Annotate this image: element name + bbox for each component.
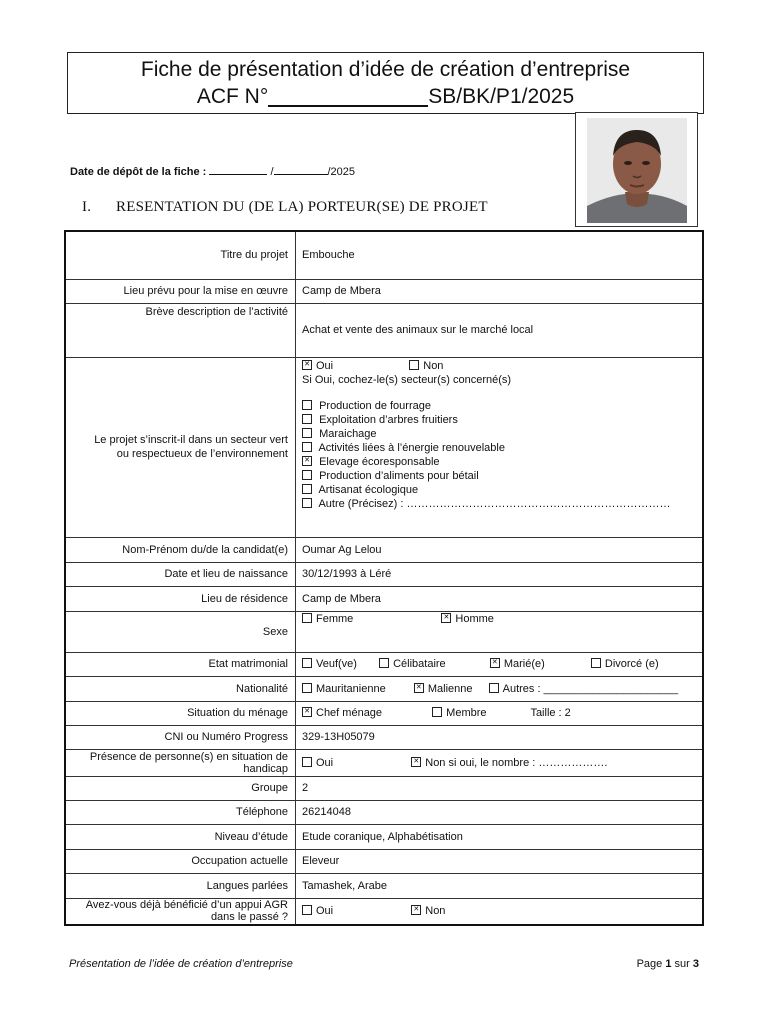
disability-yes-checkbox[interactable]	[302, 757, 312, 767]
sector-checkbox[interactable]	[302, 400, 312, 410]
total-pages: 3	[692, 958, 699, 970]
marital-label: Etat matrimonial	[65, 652, 296, 676]
section-number: I.	[82, 199, 92, 215]
name-value[interactable]: Oumar Ag Lelou	[296, 537, 704, 562]
table-row	[65, 776, 703, 800]
section-heading	[82, 199, 488, 216]
occupation-value[interactable]: Eleveur	[296, 849, 704, 873]
agr-yes-checkbox[interactable]	[302, 905, 312, 915]
sector-label: Exploitation d’arbres fruitiers	[319, 413, 458, 426]
green-sector-label: Le projet s’inscrit-il dans un secteur vert ou respectueux de l’environnement	[65, 357, 296, 537]
document-title: Fiche de présentation d’idée de création d’entreprise	[140, 58, 631, 81]
section-title: RESENTATION DU (DE LA) PORTEUR(SE) DE PROJET	[116, 199, 488, 215]
sector-item	[302, 441, 696, 455]
green-no-label: Non	[423, 359, 444, 372]
description-label: Brève description de l’activité	[65, 303, 296, 357]
title-box	[67, 52, 704, 114]
languages-label: Langues parlées	[65, 873, 296, 898]
yes-no-line	[302, 359, 696, 373]
description-value[interactable]: Achat et vente des animaux sur le marché local	[296, 303, 704, 357]
phone-value[interactable]: 26214048	[296, 800, 704, 824]
table-row	[65, 537, 703, 562]
project-title-label: Titre du projet	[65, 231, 296, 279]
sector-item	[302, 469, 696, 483]
table-row	[65, 611, 703, 652]
sector-checkbox[interactable]	[302, 498, 312, 508]
mauritanian-checkbox[interactable]	[302, 683, 312, 693]
sex-options	[296, 611, 704, 652]
sector-label: Autre (Précisez) : ………………………………………………………………	[318, 497, 671, 510]
household-head-checkbox[interactable]	[302, 707, 312, 717]
table-row	[65, 749, 703, 776]
malian-label: Malienne	[427, 682, 473, 695]
candidate-photo	[575, 112, 698, 227]
location-label: Lieu prévu pour la mise en œuvre	[65, 279, 296, 303]
table-row	[65, 898, 703, 925]
male-checkbox[interactable]	[441, 613, 451, 623]
nationality-options	[296, 676, 704, 701]
month-blank[interactable]	[274, 164, 328, 175]
sector-item	[302, 413, 696, 427]
sector-item	[302, 455, 696, 469]
other-nationality-label: Autres : ______________________	[502, 682, 679, 695]
nationality-label: Nationalité	[65, 676, 296, 701]
table-row	[65, 800, 703, 824]
candidate-form-table	[64, 230, 704, 926]
divorced-checkbox[interactable]	[591, 658, 601, 668]
table-row	[65, 725, 703, 749]
agr-options	[296, 898, 704, 925]
disability-yes-label: Oui	[316, 756, 334, 769]
divorced-label: Divorcé (e)	[604, 658, 659, 670]
date-separator: /	[270, 166, 274, 178]
table-row	[65, 849, 703, 873]
education-label: Niveau d’étude	[65, 824, 296, 849]
table-row	[65, 652, 703, 676]
name-label: Nom-Prénom du/de la candidat(e)	[65, 537, 296, 562]
submission-date	[70, 164, 355, 178]
page-number	[637, 958, 699, 970]
sector-instruction: Si Oui, cochez-le(s) secteur(s) concerné(s)	[302, 373, 512, 386]
disability-label: Présence de personne(s) en situation de handicap	[65, 749, 296, 776]
table-row	[65, 586, 703, 611]
widowed-checkbox[interactable]	[302, 658, 312, 668]
submission-year: /2025	[327, 166, 356, 178]
education-value[interactable]: Etude coranique, Alphabétisation	[296, 824, 704, 849]
day-blank[interactable]	[209, 164, 267, 175]
project-title-value[interactable]: Embouche	[296, 231, 704, 279]
sector-label: Maraichage	[319, 427, 377, 440]
green-no-checkbox[interactable]	[409, 360, 419, 370]
marital-options	[296, 652, 704, 676]
agr-label: Avez-vous déjà bénéficié d’un appui AGR dans le passé ?	[65, 898, 296, 925]
acf-number-line	[68, 83, 703, 111]
sector-checkbox[interactable]	[302, 456, 312, 466]
table-row	[65, 357, 703, 537]
disability-no-label: Non si oui, le nombre : ……………….	[425, 756, 608, 769]
sector-label: Activités liées à l’énergie renouvelable	[318, 441, 505, 454]
footer-document-name: Présentation de l’idée de création d’entreprise	[69, 958, 293, 970]
table-row	[65, 676, 703, 701]
acf-number-blank[interactable]	[268, 85, 428, 107]
occupation-label: Occupation actuelle	[65, 849, 296, 873]
green-yes-label: Oui	[316, 359, 334, 372]
acf-prefix: ACF N°	[196, 85, 269, 108]
sector-item	[302, 497, 696, 511]
sector-label: Artisanat écologique	[318, 483, 419, 496]
sector-checkbox[interactable]	[302, 484, 312, 494]
female-checkbox[interactable]	[302, 613, 312, 623]
green-yes-checkbox[interactable]	[302, 360, 312, 370]
disability-options	[296, 749, 704, 776]
group-label: Groupe	[65, 776, 296, 800]
agr-no-checkbox[interactable]	[411, 905, 421, 915]
languages-value[interactable]: Tamashek, Arabe	[296, 873, 704, 898]
female-label: Femme	[316, 612, 354, 625]
table-row	[65, 824, 703, 849]
married-checkbox[interactable]	[490, 658, 500, 668]
table-row	[65, 279, 703, 303]
sector-checkbox[interactable]	[302, 470, 312, 480]
table-row	[65, 562, 703, 586]
current-page: 1	[665, 958, 672, 970]
sector-item	[302, 427, 696, 441]
id-value[interactable]: 329-13H05079	[296, 725, 704, 749]
sector-checkbox[interactable]	[302, 414, 312, 424]
birth-label: Date et lieu de naissance	[65, 562, 296, 586]
single-label: Célibataire	[393, 658, 446, 670]
table-row	[65, 231, 703, 279]
sector-item	[302, 399, 696, 413]
sector-checkbox[interactable]	[302, 442, 312, 452]
sex-label: Sexe	[65, 611, 296, 652]
residence-value[interactable]: Camp de Mbera	[296, 586, 704, 611]
group-value[interactable]: 2	[296, 776, 704, 800]
sector-label: Production de fourrage	[319, 399, 431, 412]
table-row	[65, 873, 703, 898]
agr-no-label: Non	[425, 905, 446, 918]
table-row	[65, 701, 703, 725]
of-word: sur	[674, 958, 690, 970]
sector-item	[302, 483, 696, 497]
widowed-label: Veuf(ve)	[316, 658, 357, 670]
location-value[interactable]: Camp de Mbera	[296, 279, 704, 303]
mauritanian-label: Mauritanienne	[316, 682, 386, 695]
sector-checkbox[interactable]	[302, 428, 312, 438]
phone-label: Téléphone	[65, 800, 296, 824]
male-label: Homme	[455, 612, 494, 625]
page-word: Page	[636, 958, 663, 970]
agr-yes-label: Oui	[316, 905, 334, 918]
portrait-image	[587, 118, 687, 223]
member-checkbox[interactable]	[432, 707, 442, 717]
married-label: Marié(e)	[503, 658, 545, 670]
residence-label: Lieu de résidence	[65, 586, 296, 611]
single-checkbox[interactable]	[379, 658, 389, 668]
table-row	[65, 303, 703, 357]
malian-checkbox[interactable]	[414, 683, 424, 693]
member-label: Membre	[446, 707, 487, 719]
sector-label: Production d’aliments pour bétail	[319, 469, 479, 482]
household-head-label: Chef ménage	[316, 707, 383, 719]
birth-value[interactable]: 30/12/1993 à Léré	[296, 562, 704, 586]
sector-label: Elevage écoresponsable	[319, 455, 440, 468]
household-options	[296, 701, 704, 725]
household-size: Taille : 2	[530, 707, 571, 719]
green-sector-cell	[296, 357, 704, 537]
other-nationality-checkbox[interactable]	[489, 683, 499, 693]
household-label: Situation du ménage	[65, 701, 296, 725]
acf-suffix: SB/BK/P1/2025	[428, 85, 575, 108]
submission-date-label: Date de dépôt de la fiche :	[70, 166, 207, 178]
disability-no-checkbox[interactable]	[411, 757, 421, 767]
id-label: CNI ou Numéro Progress	[65, 725, 296, 749]
